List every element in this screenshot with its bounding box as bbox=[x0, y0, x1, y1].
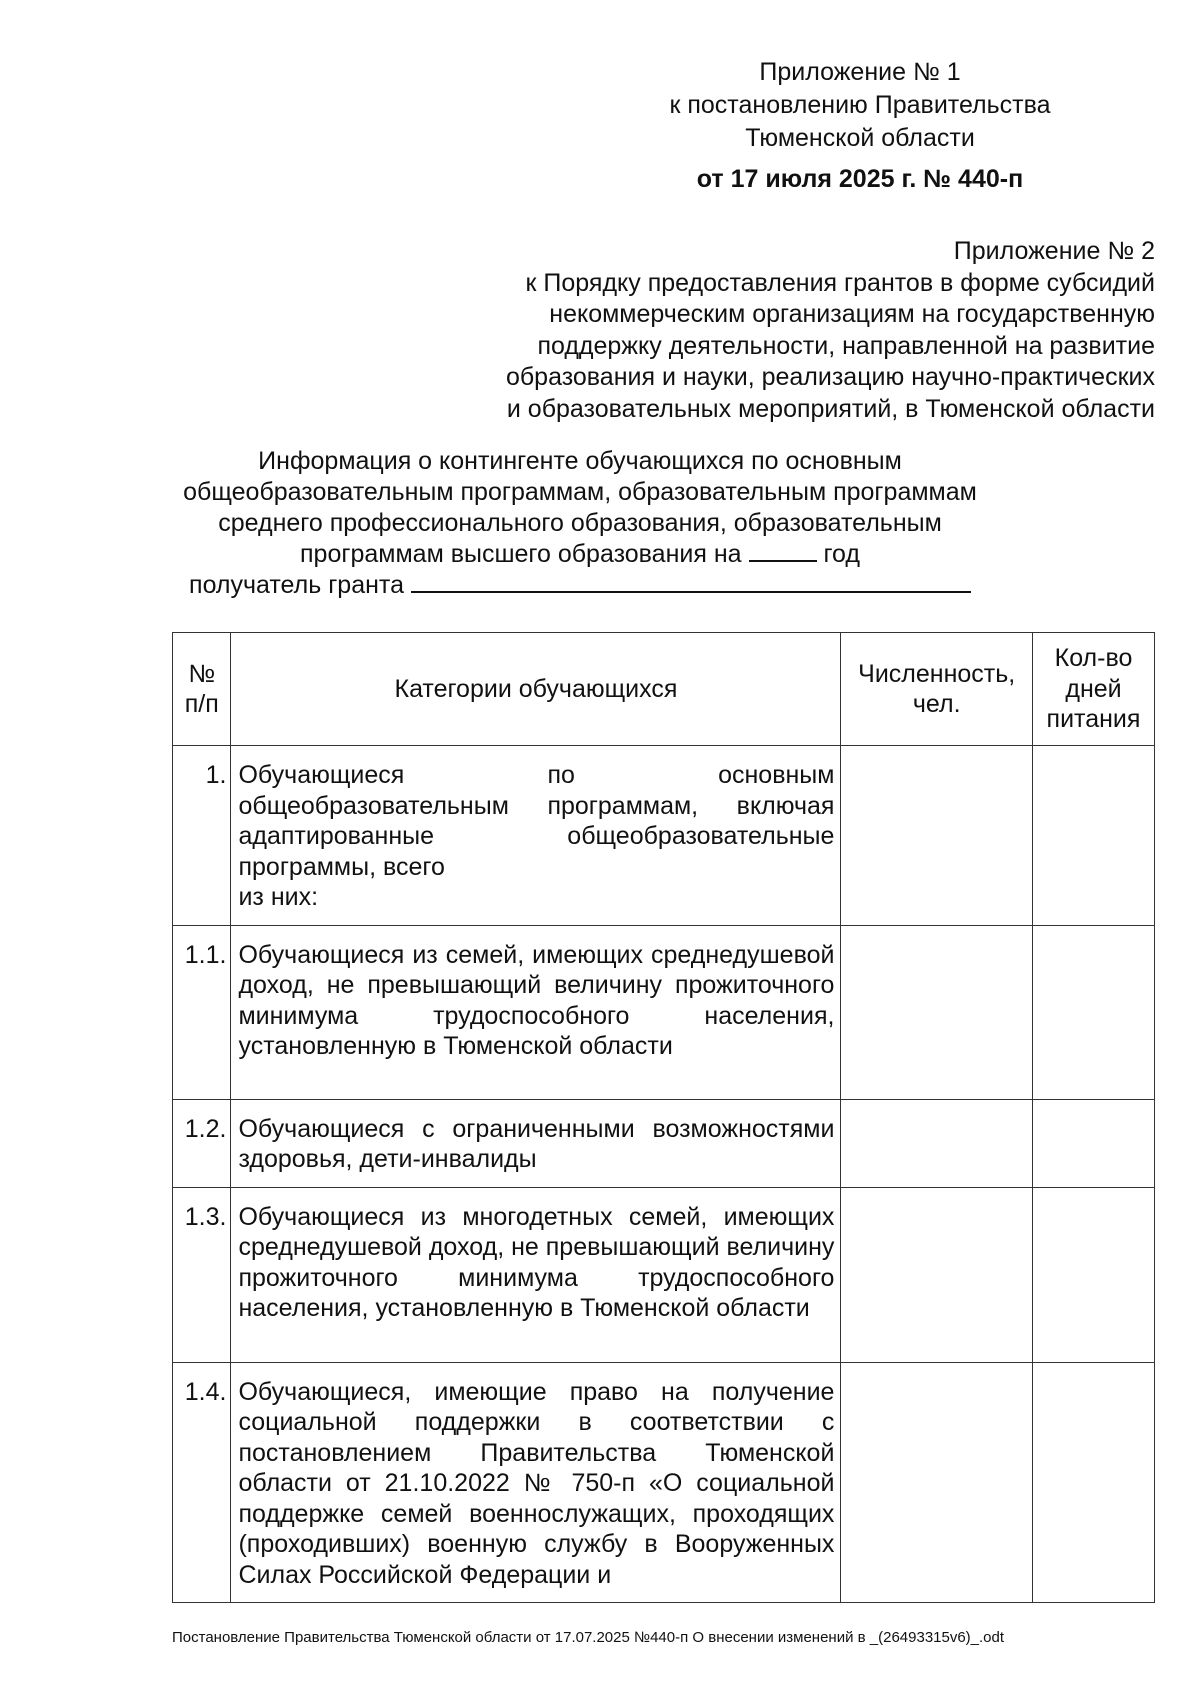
row-category-text: Обучающиеся из семей, имеющих среднедушевой доход, не превышающий величину прожиточного минимума трудоспособного населения, установленную в Тюменской области bbox=[238, 940, 835, 1060]
year-blank-field[interactable] bbox=[749, 540, 817, 562]
header-number: № п/п bbox=[173, 633, 231, 746]
grant-recipient-label: получатель гранта bbox=[189, 571, 404, 599]
heading-line: общеобразовательным программам, образовательным программам bbox=[183, 478, 977, 506]
row-category-text: Обучающиеся с ограниченными возможностями здоровья, дети-инвалиды bbox=[238, 1114, 835, 1173]
heading-line bbox=[160, 539, 1000, 570]
table-row bbox=[173, 1362, 1155, 1603]
appendix-2-block bbox=[506, 236, 1155, 425]
header-count: Численность, чел. bbox=[841, 633, 1033, 746]
grant-recipient-blank-field[interactable] bbox=[411, 571, 971, 593]
heading-line bbox=[160, 570, 1000, 601]
table-row bbox=[173, 1187, 1155, 1362]
table-row bbox=[173, 925, 1155, 1099]
row-category-text: Обучающиеся по основным общеобразовательным программам, включая адаптированные общеобразовательные программы, всего bbox=[238, 761, 835, 881]
row-count-cell[interactable] bbox=[841, 925, 1033, 1099]
row-category bbox=[231, 746, 841, 926]
resolution-date: от 17 июля 2025 г. № 440-п bbox=[696, 165, 1024, 193]
contingent-table bbox=[172, 632, 1155, 1603]
heading-year-label: программам высшего образования на bbox=[300, 540, 742, 568]
header-category: Категории обучающихся bbox=[231, 633, 841, 746]
appendix-2-line: некоммерческим организациям на государственную bbox=[549, 300, 1155, 328]
header-meal-days: Кол-во дней питания bbox=[1032, 633, 1154, 746]
row-count-cell[interactable] bbox=[841, 1099, 1033, 1187]
appendix-1-line: к постановлению Правительства bbox=[669, 91, 1051, 119]
appendix-1-block bbox=[600, 56, 1120, 196]
table-header-row bbox=[173, 633, 1155, 746]
row-number: 1.3. bbox=[173, 1187, 231, 1362]
row-number: 1.2. bbox=[173, 1099, 231, 1187]
row-days-cell[interactable] bbox=[1032, 1187, 1154, 1362]
row-days-cell[interactable] bbox=[1032, 925, 1154, 1099]
row-number: 1.1. bbox=[173, 925, 231, 1099]
table-row bbox=[173, 746, 1155, 926]
row-days-cell[interactable] bbox=[1032, 746, 1154, 926]
appendix-2-line: и образовательных мероприятий, в Тюменской области bbox=[506, 394, 1155, 423]
appendix-2-line: к Порядку предоставления грантов в форме субсидий bbox=[525, 268, 1155, 297]
appendix-2-line: поддержку деятельности, направленной на развитие bbox=[537, 331, 1155, 360]
form-heading bbox=[160, 446, 1000, 601]
row-count-cell[interactable] bbox=[841, 746, 1033, 926]
heading-line: среднего профессионального образования, образовательным bbox=[218, 509, 942, 537]
row-days-cell[interactable] bbox=[1032, 1362, 1154, 1603]
table-row bbox=[173, 1099, 1155, 1187]
row-category-text: Обучающиеся из многодетных семей, имеющих среднедушевой доход, не превышающий величину прожиточного минимума трудоспособного населения, установленную в Тюменской области bbox=[238, 1202, 835, 1322]
appendix-2-line: образования и науки, реализацию научно-практических bbox=[505, 363, 1155, 391]
row-category bbox=[231, 1099, 841, 1187]
row-count-cell[interactable] bbox=[841, 1187, 1033, 1362]
heading-year-suffix: год bbox=[823, 540, 860, 568]
appendix-1-title: Приложение № 1 bbox=[759, 58, 961, 86]
row-category bbox=[231, 925, 841, 1099]
heading-line: Информация о контингенте обучающихся по основным bbox=[258, 447, 902, 475]
document-footer: Постановление Правительства Тюменской области от 17.07.2025 №440-п О внесении изменений в _(26493315v6)_.odt bbox=[172, 1629, 1005, 1646]
row-count-cell[interactable] bbox=[841, 1362, 1033, 1603]
appendix-2-title: Приложение № 2 bbox=[953, 237, 1155, 265]
row-number: 1. bbox=[173, 746, 231, 926]
appendix-1-line: Тюменской области bbox=[745, 124, 975, 152]
row-category-text: Обучающиеся, имеющие право на получение социальной поддержки в соответствии с постановлением Правительства Тюменской области от 21.10.2022 № 750-п «О социальной поддержке семей военнослужащих, проходящих (проходивших) военную службу в Вооруженных Силах Российской Федерации и bbox=[238, 1377, 835, 1589]
row-category-subtext: из них: bbox=[238, 883, 319, 911]
row-number: 1.4. bbox=[173, 1362, 231, 1603]
row-category bbox=[231, 1362, 841, 1603]
row-days-cell[interactable] bbox=[1032, 1099, 1154, 1187]
row-category bbox=[231, 1187, 841, 1362]
